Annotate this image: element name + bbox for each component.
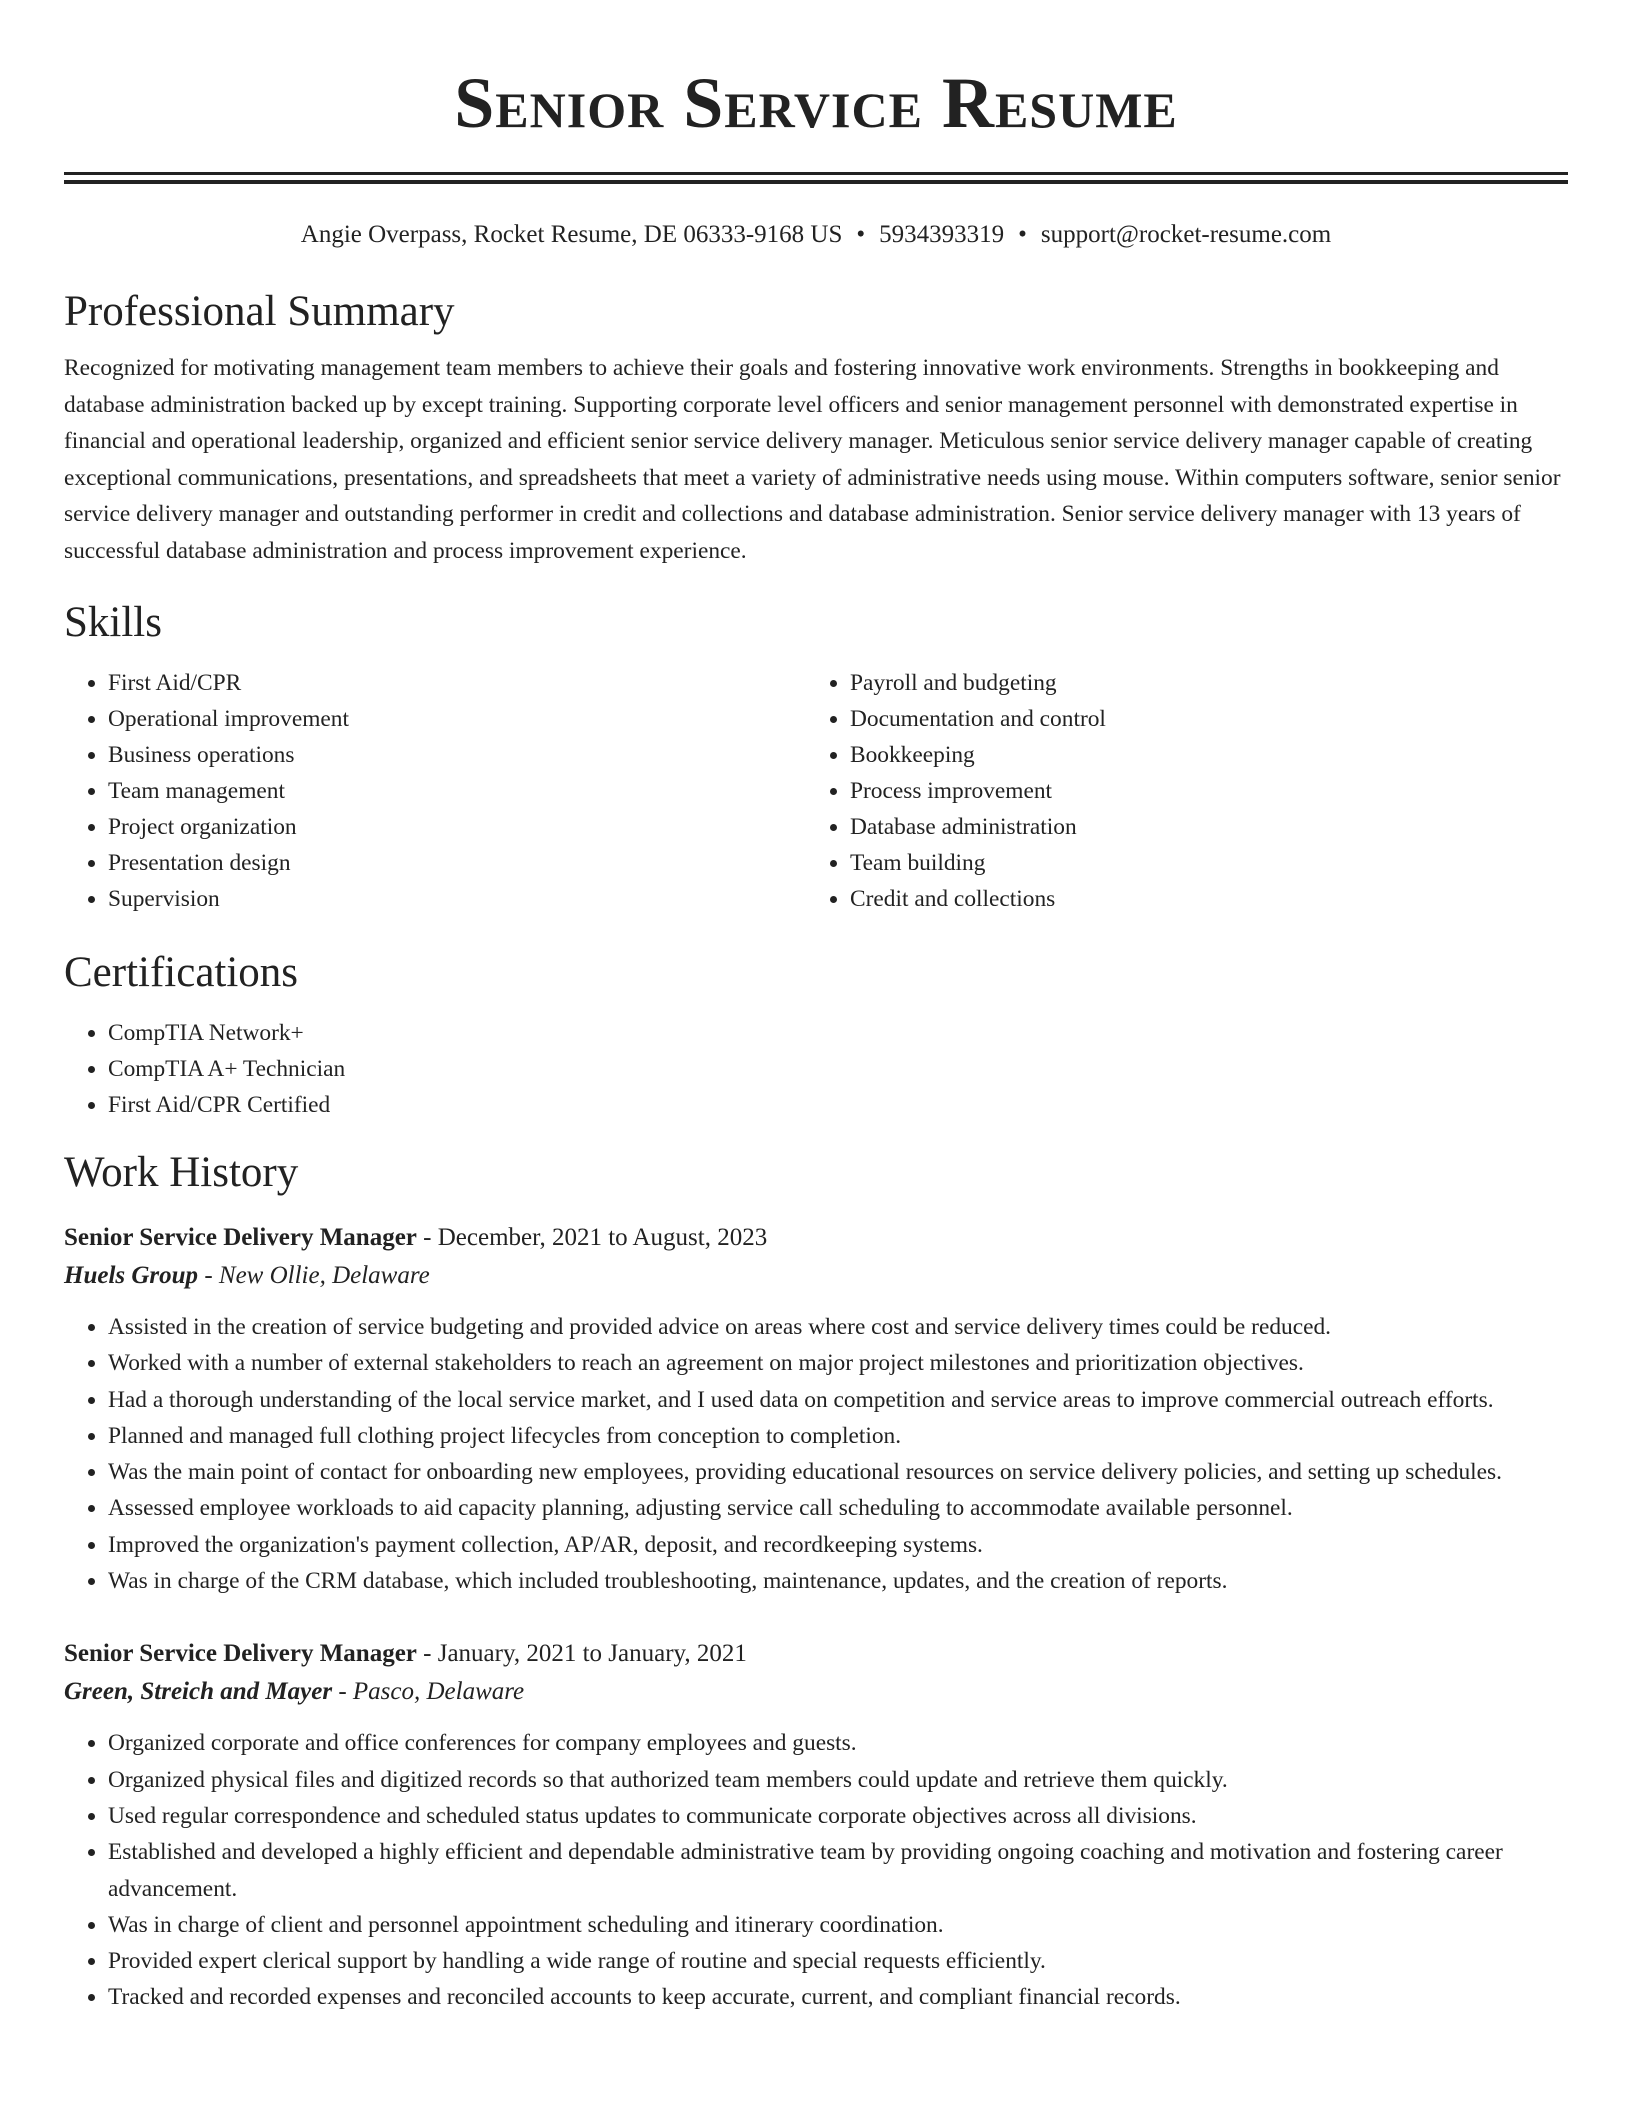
job-bullet: • Assessed employee workloads to aid capacity planning, adjusting service call scheduling to accommodate available personnel. [108,1490,1568,1526]
skill-item: • Operational improvement [108,701,808,737]
skills-columns [64,665,1568,917]
contact-address: Angie Overpass, Rocket Resume, DE 06333-9168 US [300,221,843,248]
job-bullet: • Organized physical files and digitized records so that authorized team members could update and retrieve them quickly. [108,1762,1568,1798]
job-dates: - December, 2021 to August, 2023 [416,1224,768,1251]
certifications-list [64,1015,1568,1123]
skill-item: • Bookkeeping [850,737,1550,773]
job-title: Senior Service Delivery Manager [64,1640,417,1668]
skill-item: • Documentation and control [850,701,1550,737]
job-location: - Pasco, Delaware [332,1678,525,1706]
skill-item: • Database administration [850,809,1550,845]
job-bullet: • Was the main point of contact for onboarding new employees, providing educational resources on service delivery policies, and setting up schedules. [108,1454,1568,1490]
job-title: Senior Service Delivery Manager [64,1224,417,1251]
job-title-line [64,1219,1568,1257]
skill-item: • Payroll and budgeting [850,665,1550,701]
job-bullet: • Established and developed a highly efficient and dependable administrative team by providing ongoing coaching and motivation and fostering career advancement. [108,1834,1568,1907]
job-entry [64,1635,1568,2015]
certification-item: • CompTIA Network+ [108,1015,1568,1051]
job-bullet: • Was in charge of client and personnel appointment scheduling and itinerary coordination. [108,1907,1568,1943]
summary-text: Recognized for motivating management team members to achieve their goals and fostering innovative work environments. Strengths in bookkeeping and database administration backed up by except training. Supporting corporate level officers and senior management personnel with demonstrated expertise in financial and operational leadership, organized and efficient senior service delivery manager. Meticulous senior service delivery manager capable of creating exceptional communications, presentations, and spreadsheets that meet a variety of administrative needs using mouse. Within computers software, senior senior service delivery manager and outstanding performer in credit and collections and database administration. Senior service delivery manager with 13 years of successful database administration and process improvement experience. [64,355,1561,564]
job-location: - New Ollie, Delaware [198,1262,430,1289]
job-bullet: • Assisted in the creation of service budgeting and provided advice on areas where cost and service delivery times could be reduced. [108,1309,1568,1345]
skills-heading: Skills [64,599,162,646]
job-entry [64,1219,1568,1599]
contact-email: support@rocket-resume.com [1040,221,1332,248]
work-history-heading: Work History [64,1149,299,1196]
contact-separator: • [856,221,866,248]
skill-item: • Presentation design [108,845,808,881]
job-bullet: • Organized corporate and office conferences for company employees and guests. [108,1725,1568,1761]
skill-item: • Team building [850,845,1550,881]
job-company-line [64,1673,1568,1711]
summary-heading: Professional Summary [64,288,455,335]
job-bullets [64,1309,1568,1599]
job-bullet: • Was in charge of the CRM database, which included troubleshooting, maintenance, updates, and the creation of reports. [108,1563,1568,1599]
skill-item: • Credit and collections [850,881,1550,917]
job-dates: - January, 2021 to January, 2021 [416,1640,747,1668]
title-double-rule [64,172,1568,184]
job-bullet: • Used regular correspondence and scheduled status updates to communicate corporate objectives across all divisions. [108,1798,1568,1834]
skill-item: • Team management [108,773,808,809]
job-bullets [64,1725,1568,2015]
skills-list-right [808,665,1550,917]
certification-item: • First Aid/CPR Certified [108,1087,1568,1123]
skills-list-left [64,665,808,917]
job-bullet: • Had a thorough understanding of the local service market, and I used data on competition and service areas to improve commercial outreach efforts. [108,1382,1568,1418]
certifications-heading: Certifications [64,949,299,996]
contact-phone: 5934393319 [879,221,1005,248]
skill-item: • Business operations [108,737,808,773]
job-bullet: • Provided expert clerical support by handling a wide range of routine and special requests efficiently. [108,1943,1568,1979]
skill-item: • Project organization [108,809,808,845]
job-bullet: • Tracked and recorded expenses and reconciled accounts to keep accurate, current, and compliant financial records. [108,1979,1568,2015]
job-bullet: • Worked with a number of external stakeholders to reach an agreement on major project milestones and prioritization objectives. [108,1345,1568,1381]
certification-item: • CompTIA A+ Technician [108,1051,1568,1087]
job-title-line [64,1635,1568,1673]
resume-title: Senior Service Resume [454,63,1178,143]
job-company-line [64,1257,1568,1295]
skill-item: • Supervision [108,881,808,917]
skill-item: • First Aid/CPR [108,665,808,701]
resume-page [64,0,1568,2016]
job-company: Green, Streich and Mayer [64,1678,333,1706]
job-bullet: • Improved the organization's payment collection, AP/AR, deposit, and recordkeeping systems. [108,1527,1568,1563]
contact-separator: • [1018,221,1027,248]
contact-line [64,218,1568,252]
job-bullet: • Planned and managed full clothing project lifecycles from conception to completion. [108,1418,1568,1454]
job-company: Huels Group [64,1262,199,1289]
skill-item: • Process improvement [850,773,1550,809]
